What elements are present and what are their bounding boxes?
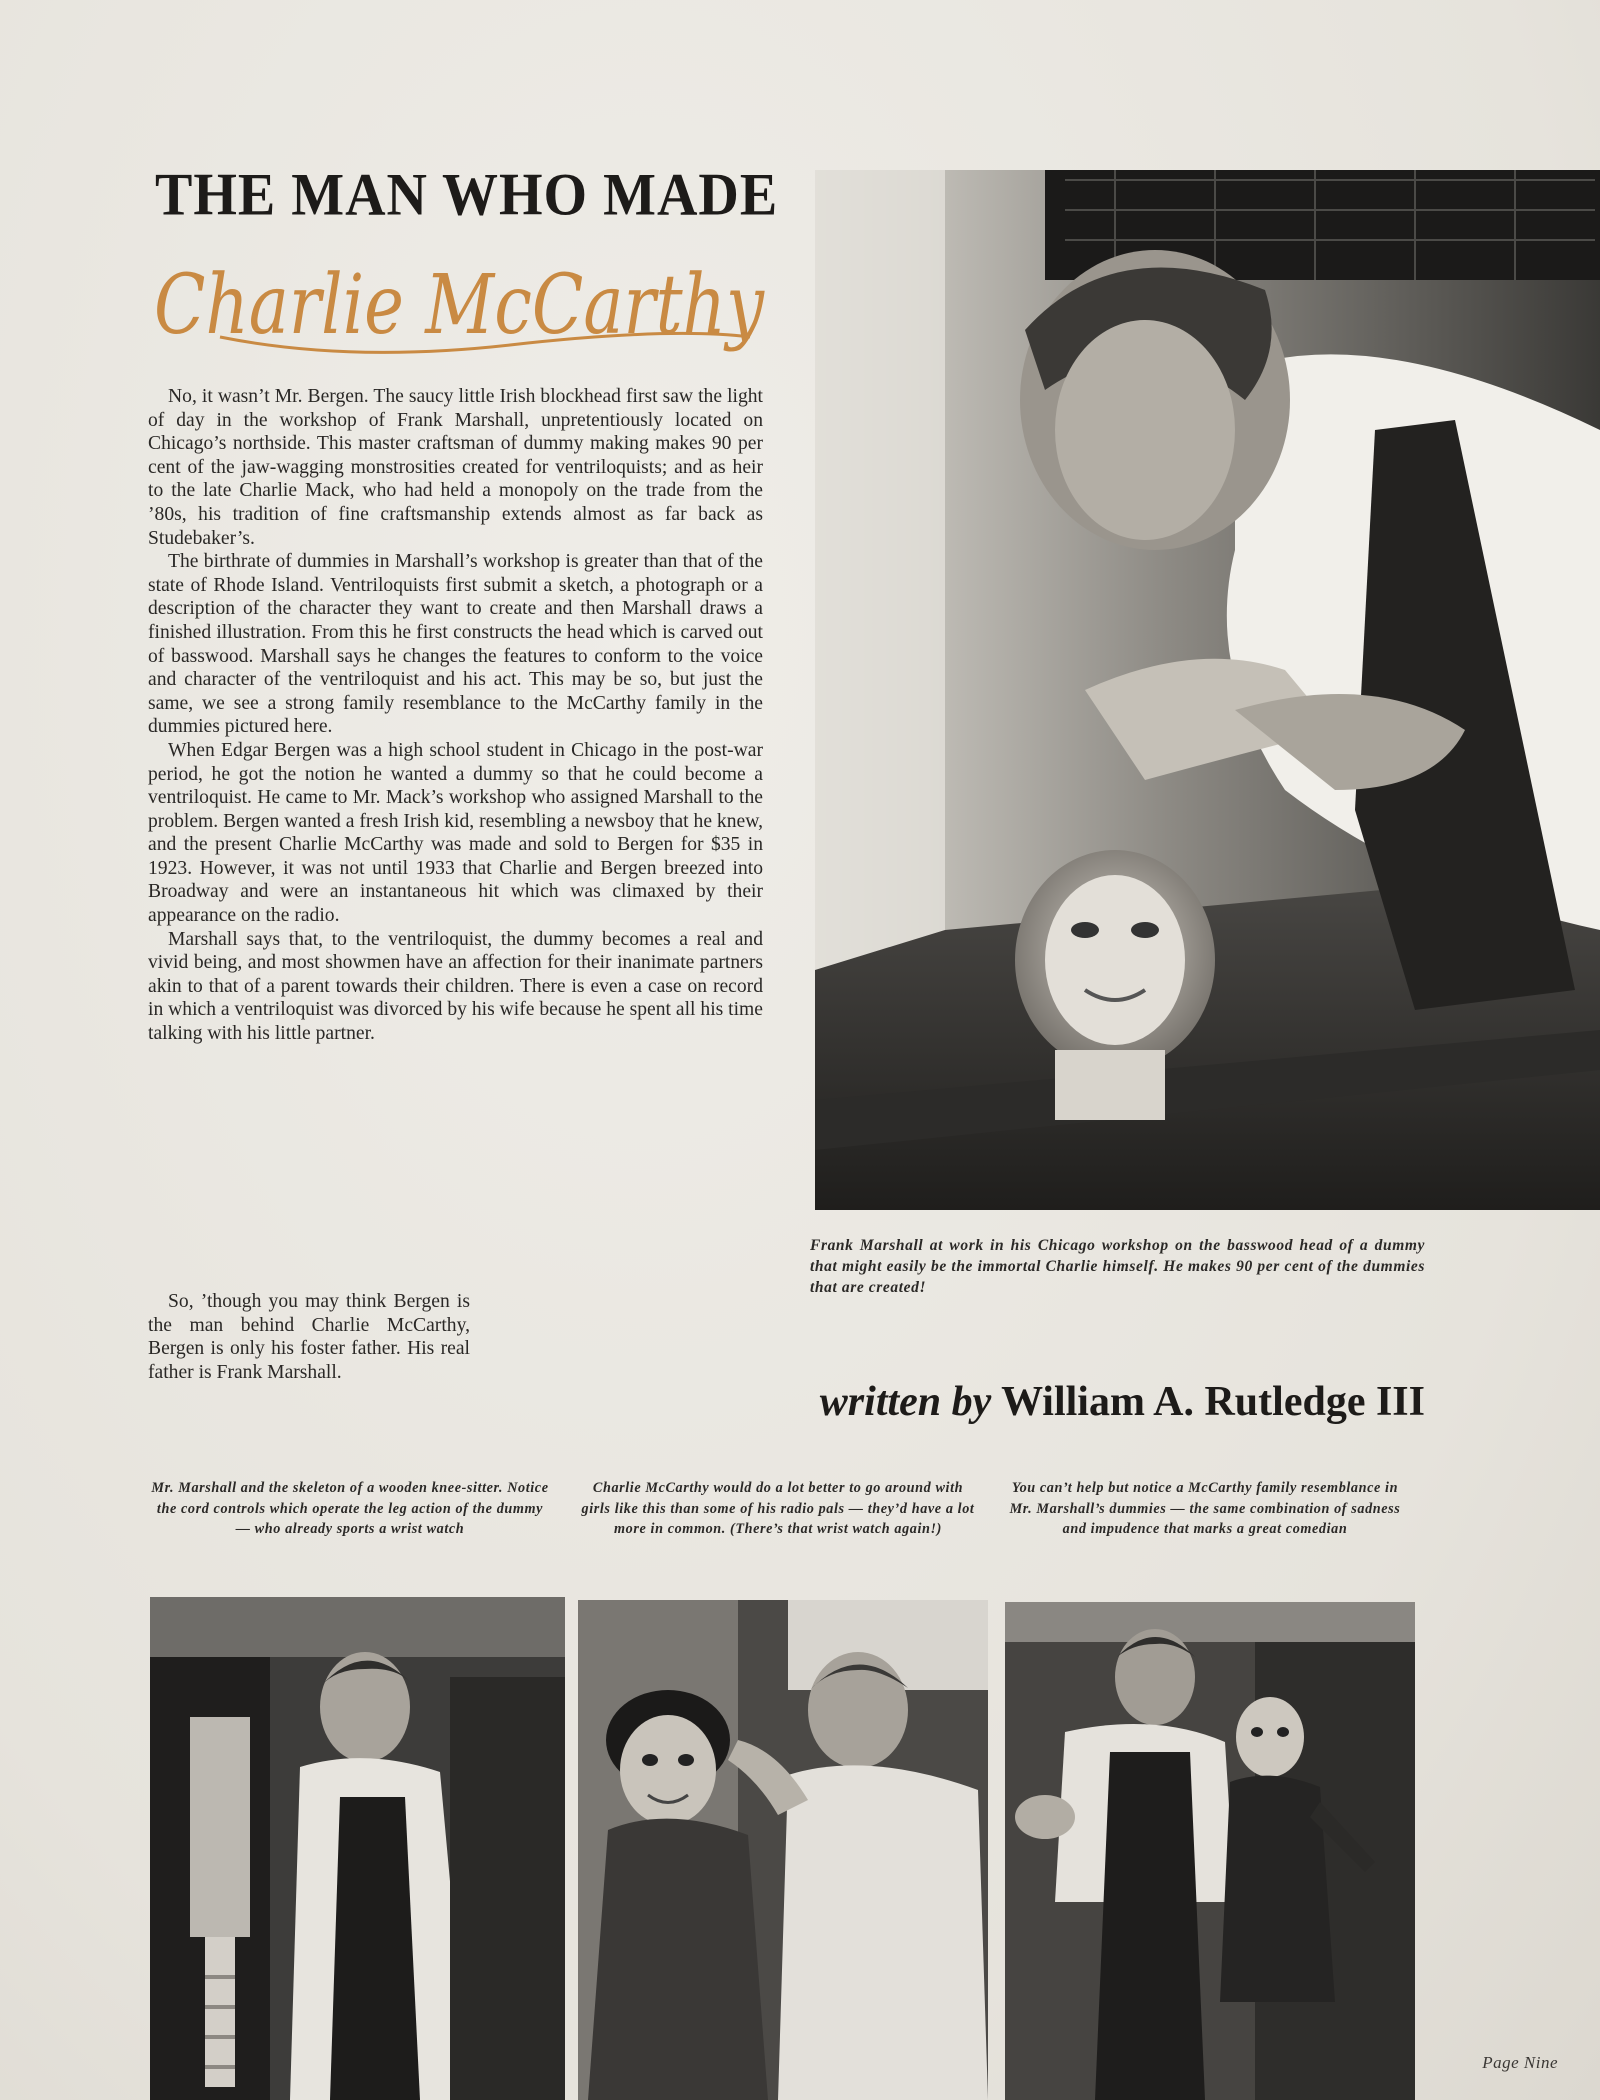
- byline-author: William A. Rutledge III: [1001, 1379, 1425, 1425]
- closing-text: So, ’though you may think Bergen is the man behind Charlie McCarthy, Bergen is only his foster father. His real father is Frank Marshall.: [148, 1291, 470, 1383]
- article-body: [148, 385, 763, 1046]
- main-photo: [815, 170, 1600, 1210]
- main-photo-caption: Frank Marshall at work in his Chicago workshop on the basswood head of a dummy that might easily be the immortal Charlie himself. He makes 90 per cent of the dummies that are created!: [810, 1237, 1425, 1296]
- script-title: [150, 245, 790, 370]
- byline-prefix: written by: [819, 1379, 992, 1425]
- photo-girl-dummy: [578, 1600, 988, 2100]
- photo-caption-1: Mr. Marshall and the skeleton of a wooden knee-sitter. Notice the cord controls which operate the leg action of the dummy — who already sports a wrist watch: [151, 1480, 549, 1537]
- photo-caption-3: You can’t help but notice a McCarthy family resemblance in Mr. Marshall’s dummies — the same combination of sadness and impudence that marks a great comedian: [1009, 1480, 1401, 1537]
- body-paragraph: When Edgar Bergen was a high school student in Chicago in the post-war period, he got the notion he wanted a dummy so that he could become a ventriloquist. He came to Mr. Mack’s workshop who assigned Marshall to the problem. Bergen wanted a fresh Irish kid, resembling a newsboy that he knew, and the present Charlie McCarthy was made and sold to Bergen for $35 in 1923. However, it was not until 1933 that Charlie and Bergen breezed into Broadway and were an instantaneous hit which was climaxed by their appearance on the radio.: [148, 739, 763, 927]
- photo-mccarthy-dummy: [1005, 1602, 1415, 2100]
- body-paragraph: The birthrate of dummies in Marshall’s workshop is greater than that of the state of Rhode Island. Ventriloquists first submit a sketch, a photograph or a description of the character they want to create and then Marshall draws a finished illustration. From this he first constructs the head which is carved out of basswood. Marshall says he changes the features to conform to the voice and character of the ventriloquist and his act. This may be so, but just the same, we see a strong family resemblance to the McCarthy family in the dummies pictured here.: [148, 551, 763, 738]
- body-paragraph: Marshall says that, to the ventriloquist, the dummy becomes a real and vivid being, and most showmen have an affection for their inanimate partners akin to that of a parent towards their children. There is even a case on record in which a ventriloquist was divorced by his wife because he spent all his time talking with his little partner.: [148, 928, 763, 1045]
- closing-paragraph: [148, 1290, 470, 1384]
- photo-skeleton-dummy: [150, 1597, 565, 2100]
- page-number: Page Nine: [1482, 2053, 1558, 2072]
- photo-caption-2: Charlie McCarthy would do a lot better to go around with girls like this than some of his radio pals — they’d have a lot more in common. (There’s that wrist watch again!): [581, 1480, 975, 1537]
- body-paragraph: No, it wasn’t Mr. Bergen. The saucy little Irish blockhead first saw the light of day in the workshop of Frank Marshall, unpretentiously located on Chicago’s northside. This master craftsman of dummy making makes 90 per cent of the jaw-wagging monstrosities created for ventriloquists; and as heir to the late Charlie Mack, who had held a monopoly on the trade from the ’80s, his tradition of fine craftsmanship extends almost as far back as Studebaker’s.: [148, 386, 763, 549]
- script-title-text: Charlie McCarthy: [154, 258, 766, 353]
- byline: [765, 1378, 1425, 1426]
- headline: THE MAN WHO MADE: [155, 161, 779, 229]
